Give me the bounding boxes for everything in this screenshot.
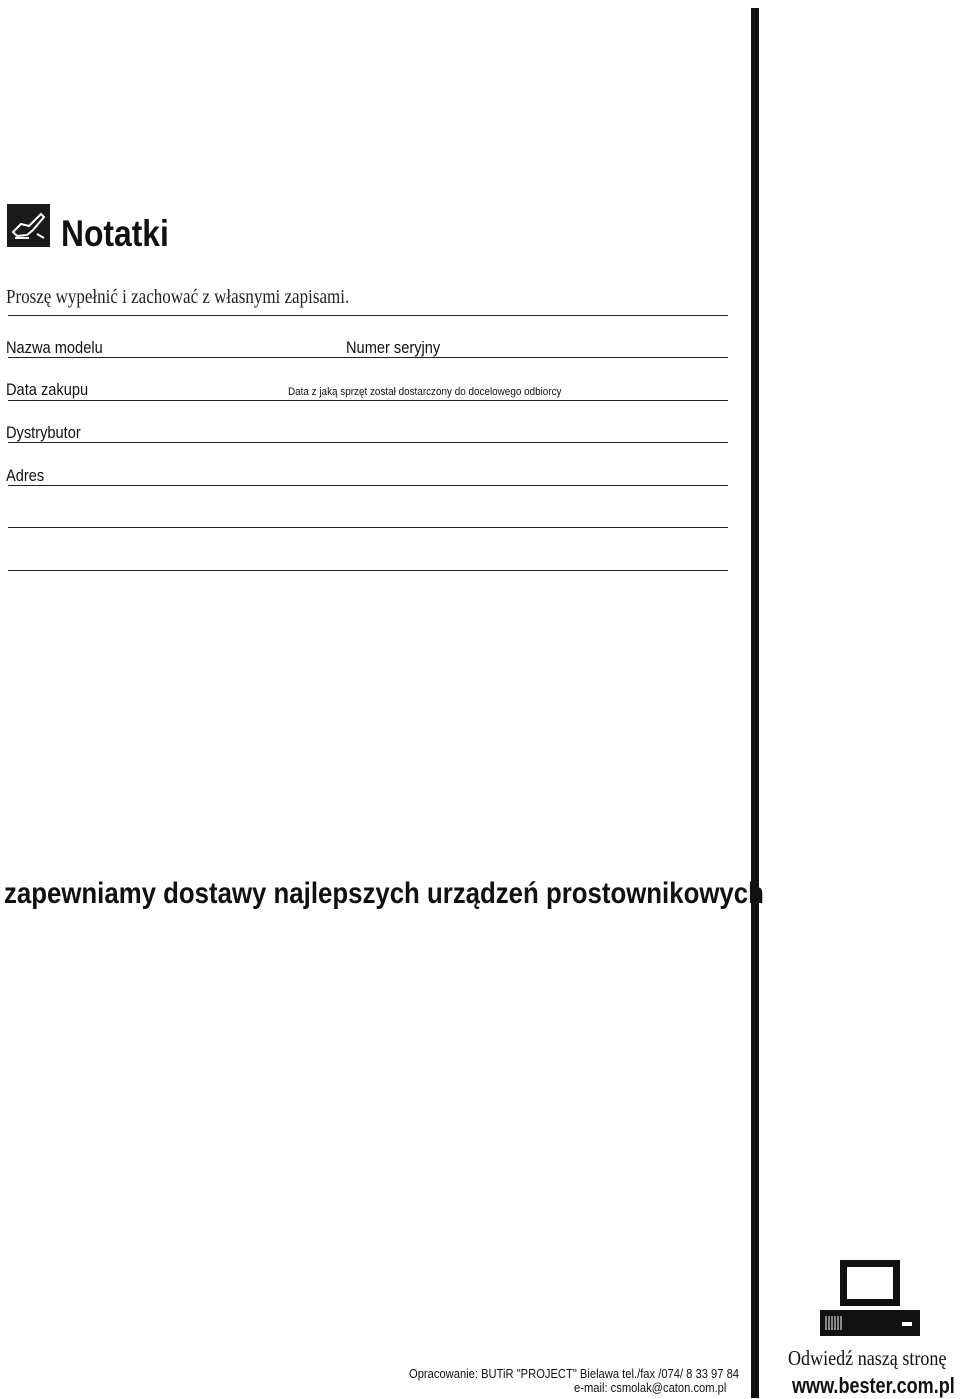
- visit-our-site-text: Odwiedź naszą stronę: [788, 1346, 947, 1370]
- model-name-label: Nazwa modelu: [6, 338, 103, 357]
- serial-number-label: Numer seryjny: [346, 338, 441, 357]
- vertical-divider-bar: [751, 8, 759, 1398]
- delivery-date-label: Data z jaką sprzęt został dostarczony do docelowego odbiorcy: [288, 386, 562, 398]
- website-link[interactable]: www.bester.com.pl: [792, 1373, 955, 1398]
- purchase-date-line: [8, 400, 728, 401]
- address-line-3: [8, 570, 728, 571]
- address-line-1: [8, 485, 728, 486]
- address-label: Adres: [6, 466, 45, 485]
- credit-line: Opracowanie: BUTiR "PROJECT" Bielawa tel./fax /074/ 8 33 97 84: [409, 1366, 740, 1381]
- writing-hand-icon: [7, 204, 50, 247]
- purchase-date-label: Data zakupu: [6, 380, 89, 399]
- distributor-label: Dystrybutor: [6, 423, 81, 442]
- slogan: zapewniamy dostawy najlepszych urządzeń prostownikowych: [4, 877, 764, 910]
- distributor-line: [8, 442, 728, 443]
- model-serial-line: [8, 357, 728, 358]
- computer-icon: [820, 1260, 920, 1336]
- page-title: Notatki: [61, 213, 169, 254]
- email-line: e-mail: csmolak@caton.com.pl: [574, 1380, 727, 1395]
- address-line-2: [8, 527, 728, 528]
- divider: [8, 315, 728, 316]
- instruction-text: Proszę wypełnić i zachować z własnymi zapisami.: [6, 286, 350, 308]
